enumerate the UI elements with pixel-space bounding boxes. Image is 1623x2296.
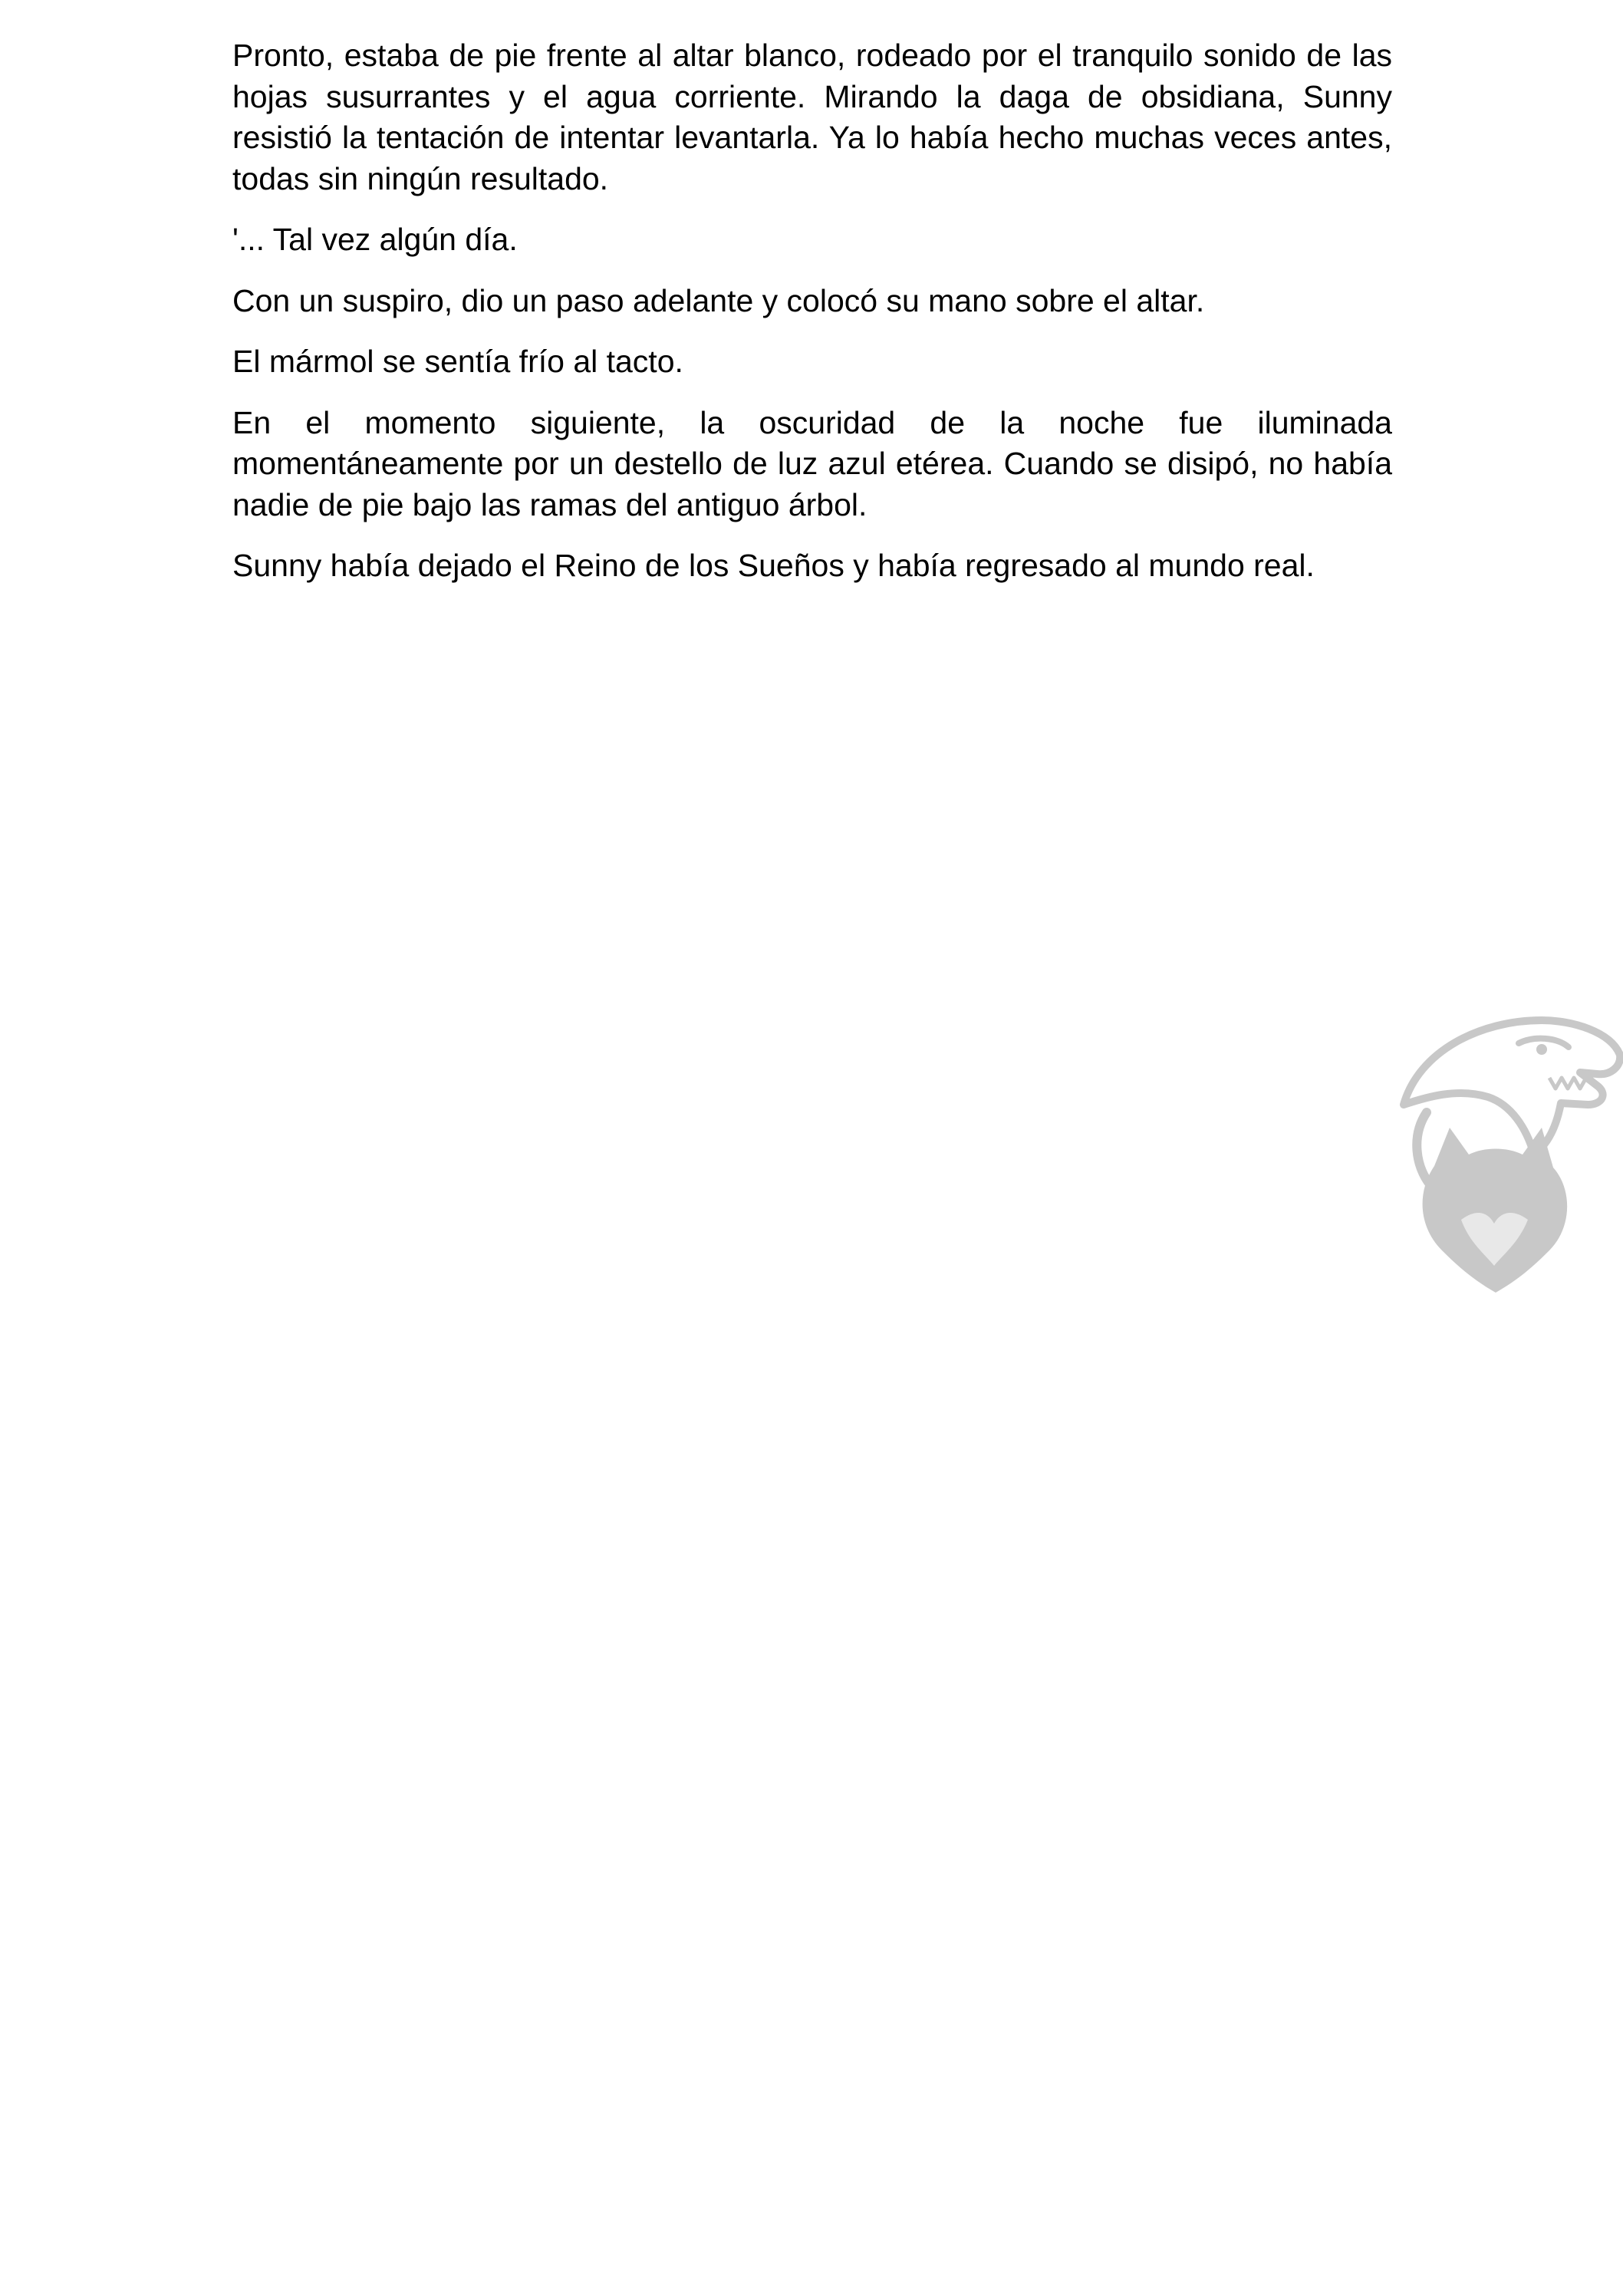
paragraph-4: El mármol se sentía frío al tacto. [232, 344, 683, 379]
dinosaur-devil-icon [1396, 990, 1623, 1296]
paragraph-3: Con un suspiro, dio un paso adelante y colocó su mano sobre el altar. [232, 282, 1205, 318]
paragraph-2: '... Tal vez algún día. [232, 222, 518, 257]
paragraph-5: En el momento siguiente, la oscuridad de la noche fue iluminada momentáneamente por un destello de luz azul etérea. Cuando se disipó, no había nadie de pie bajo las ramas del antiguo árbol. [232, 404, 1392, 522]
paragraph-1: Pronto, estaba de pie frente al altar blanco, rodeado por el tranquilo sonido de las hojas susurrantes y el agua corriente. Mirando la daga de obsidiana, Sunny resistió la tentación de intentar levantarla. Ya lo había hecho muchas veces antes, todas sin ningún resultado. [232, 38, 1392, 196]
paragraph-6: Sunny había dejado el Reino de los Sueños y había regresado al mundo real. [232, 548, 1315, 583]
document-body [232, 35, 1392, 607]
